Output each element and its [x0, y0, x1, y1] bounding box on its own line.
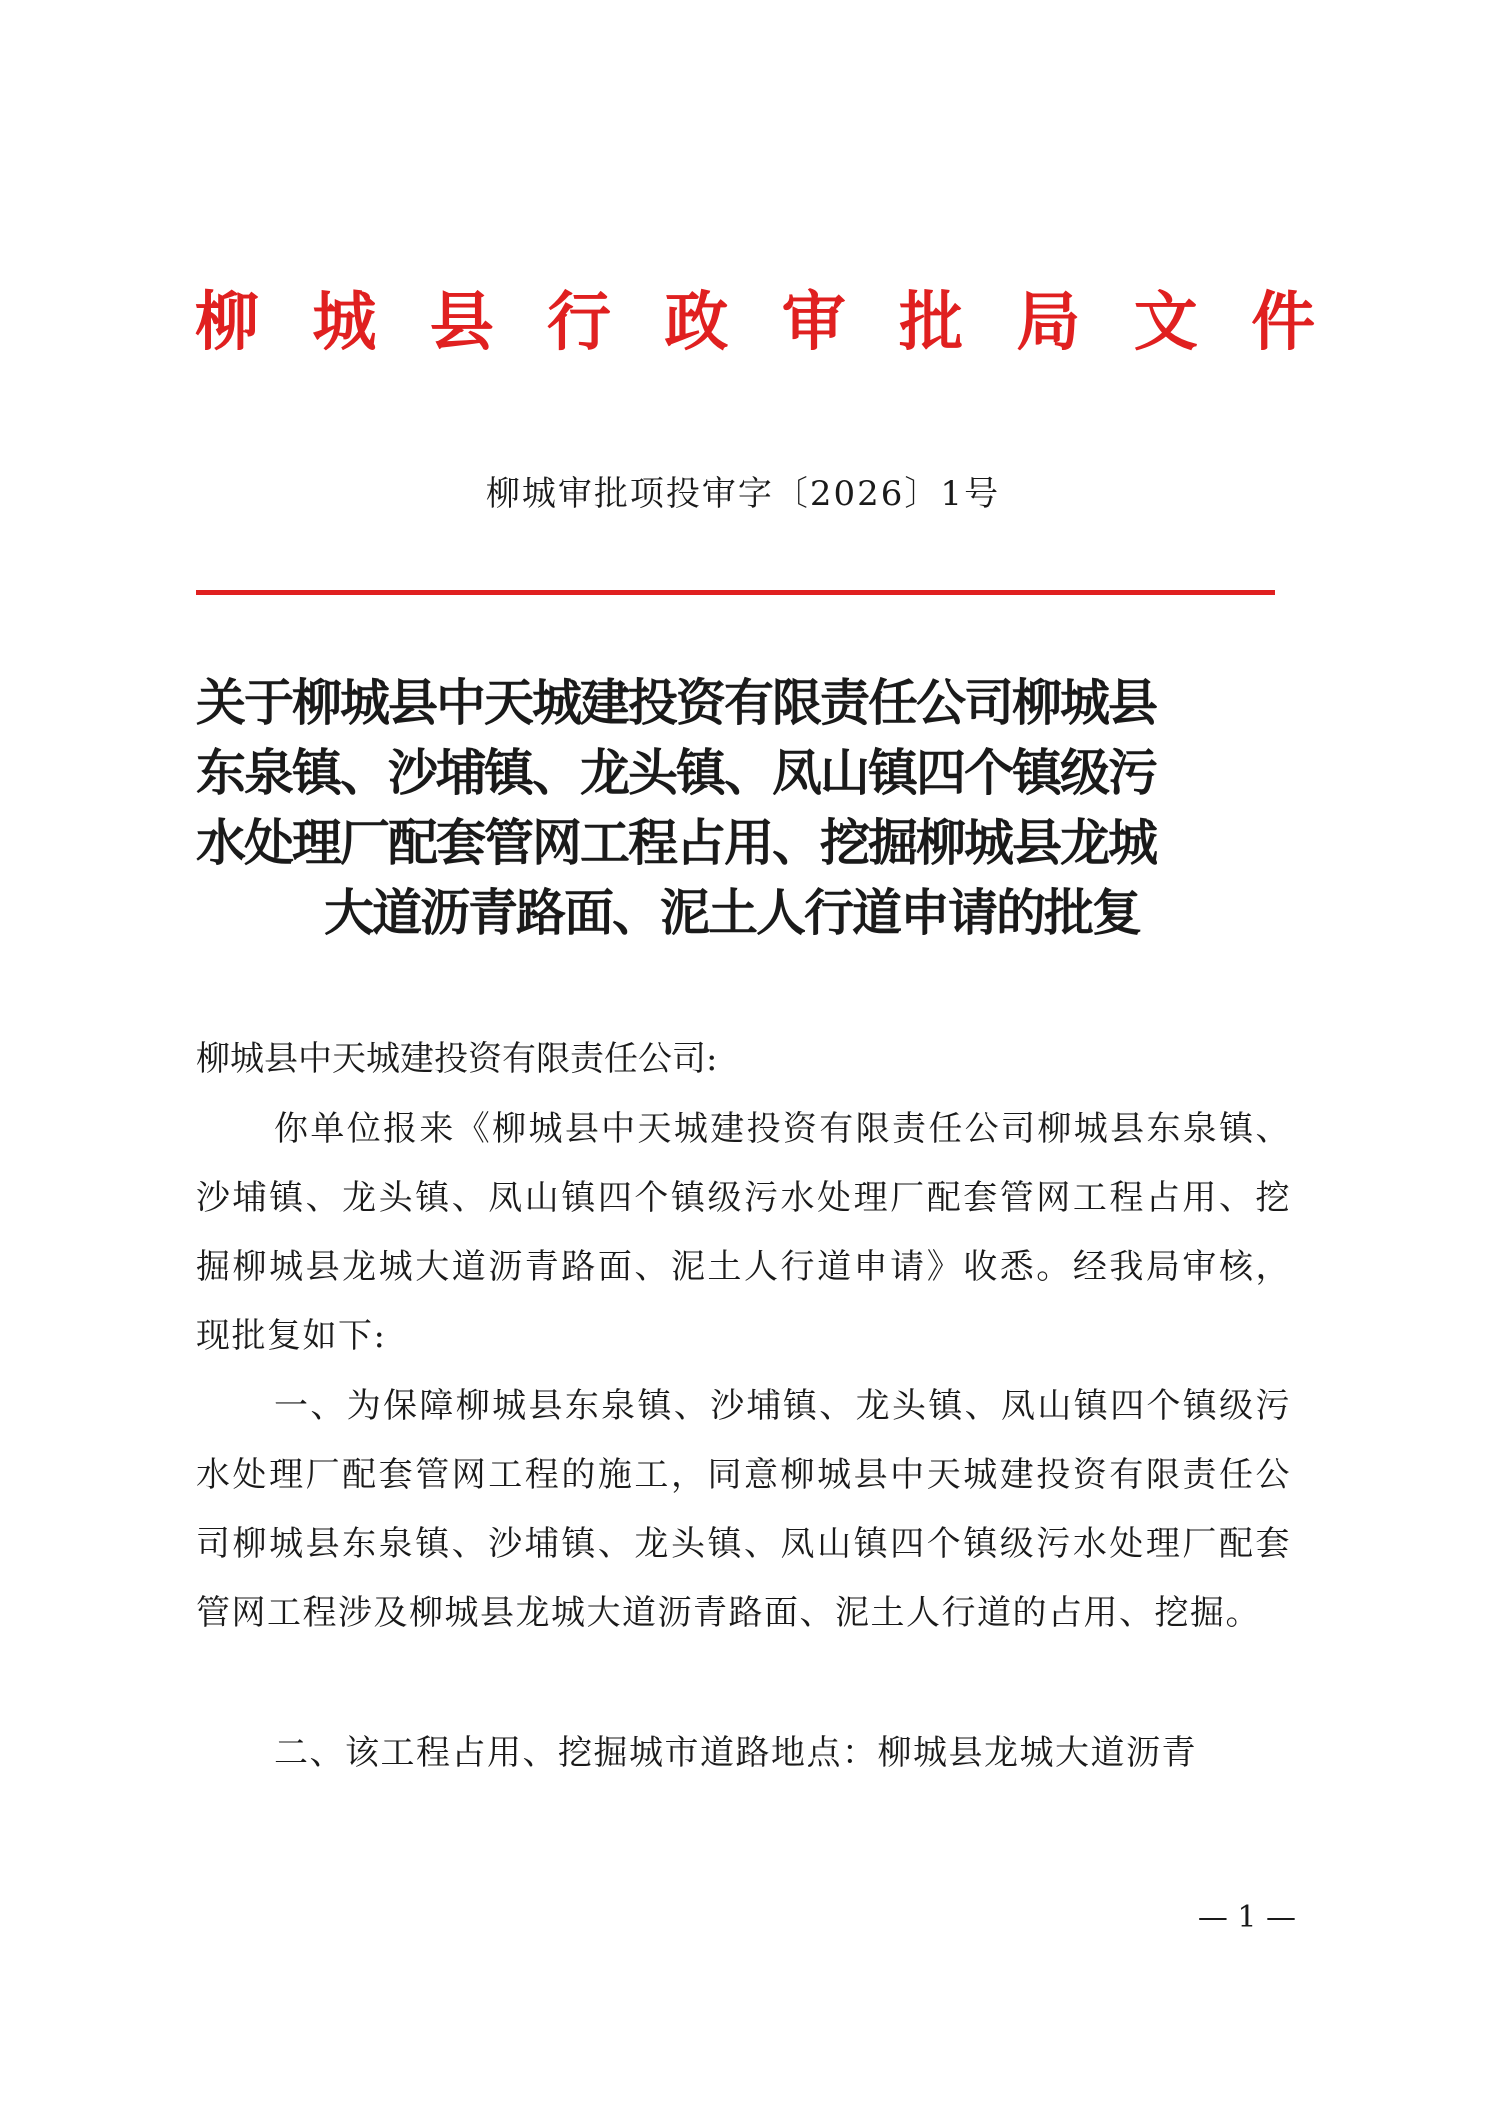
title-char: 行	[547, 286, 612, 360]
body-paragraph: 二、该工程占用、挖掘城市道路地点：柳城县龙城大道沥青	[274, 1733, 1197, 1773]
title-char: 局	[1016, 286, 1081, 360]
page-number: — 1 —	[1197, 1900, 1296, 1935]
document-number: 柳城审批项投审字〔2026〕1号	[485, 474, 1001, 514]
title-line: 水处理厂配套管网工程占用、挖掘柳城县龙城	[196, 814, 1156, 872]
issuing-authority-title	[195, 278, 1315, 368]
red-divider-line	[196, 590, 1275, 595]
title-char: 政	[664, 286, 729, 360]
title-line: 大道沥青路面、泥土人行道申请的批复	[324, 884, 1140, 942]
document-title	[196, 668, 1296, 948]
title-char: 县	[429, 286, 494, 360]
title-char: 批	[899, 286, 964, 360]
body-paragraph: 一、为保障柳城县东泉镇、沙埔镇、龙头镇、凤山镇四个镇级污水处理厂配套管网工程的施工，同意柳城县中天城建投资有限责任公司柳城县东泉镇、沙埔镇、龙头镇、凤山镇四个镇级污水处理厂配套管网工程涉及柳城县龙城大道沥青路面、泥土人行道的占用、挖掘。	[196, 1386, 1291, 1633]
title-char: 文	[1133, 286, 1198, 360]
title-char: 城	[312, 286, 377, 360]
title-line: 关于柳城县中天城建投资有限责任公司柳城县	[196, 674, 1156, 732]
title-line: 东泉镇、沙埔镇、龙头镇、凤山镇四个镇级污	[196, 744, 1156, 802]
salutation: 柳城县中天城建投资有限责任公司:	[196, 1039, 718, 1079]
title-char: 柳	[195, 286, 259, 360]
body-paragraph: 你单位报来《柳城县中天城建投资有限责任公司柳城县东泉镇、沙埔镇、龙头镇、凤山镇四个镇级污水处理厂配套管网工程占用、挖掘柳城县龙城大道沥青路面、泥土人行道申请》收悉。经我局审核，现批复如下:	[196, 1109, 1291, 1356]
title-char: 件	[1251, 286, 1316, 360]
title-char: 审	[781, 286, 846, 360]
